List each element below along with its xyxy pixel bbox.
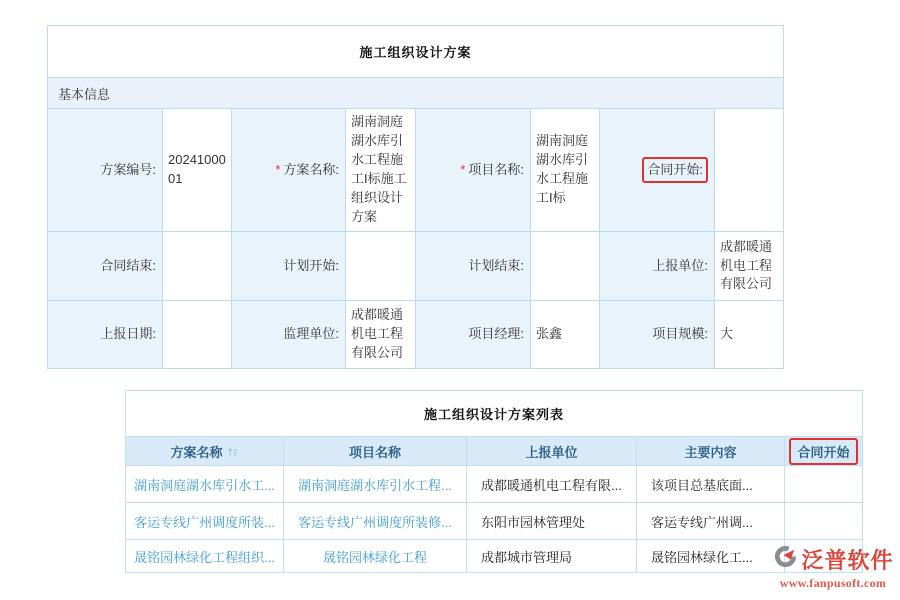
report-unit-label: 上报单位: (652, 257, 708, 273)
list-title (126, 391, 863, 437)
cell-contract-start (785, 466, 863, 503)
supervise-unit-label-cell (232, 301, 346, 369)
list-header-row (126, 437, 863, 466)
cell-project-name-link[interactable]: 湖南洞庭湖水库引水工程... (284, 466, 467, 503)
required-marker: * (275, 161, 281, 177)
column-header-main-content (637, 437, 785, 466)
form-title (48, 26, 784, 78)
plan-end-value (531, 232, 600, 301)
plan-start-value (346, 232, 416, 301)
table-row (126, 540, 863, 573)
plan-end-label: 计划结束: (468, 257, 524, 273)
contract-end-label-cell (48, 232, 163, 301)
construction-plan-list (125, 390, 863, 573)
project-manager-value: 张鑫 (531, 301, 600, 369)
project-scale-label-cell (600, 301, 715, 369)
column-header-contract-start-label: 合同开始 (797, 444, 850, 460)
project-scale-value: 大 (715, 301, 784, 369)
column-header-report-unit (467, 437, 637, 466)
cell-plan-name-link[interactable]: 晟铭园林绿化工程组织... (126, 540, 284, 573)
cell-report-unit: 成都暖通机电工程有限... (467, 466, 637, 503)
plan-name-label: 方案名称: (283, 161, 339, 177)
plan-end-label-cell (416, 232, 531, 301)
cell-project-name-link[interactable]: 晟铭园林绿化工程 (284, 540, 467, 573)
column-header-main-content-label: 主要内容 (684, 444, 737, 460)
column-header-plan-name[interactable] (126, 437, 284, 466)
section-basic-info-label: 基本信息 (58, 86, 111, 102)
sort-icon[interactable] (227, 446, 239, 461)
project-scale-label: 项目规模: (652, 326, 708, 342)
project-manager-label-cell (416, 301, 531, 369)
plan-start-label: 计划开始: (283, 257, 339, 273)
supervise-unit-value: 成都暖通机电工程有限公司 (346, 301, 416, 369)
watermark-url: www.fanpusoft.com (779, 576, 887, 590)
list-title-text: 施工组织设计方案列表 (423, 407, 564, 422)
section-basic-info (48, 78, 784, 109)
plan-no-label-cell (48, 109, 163, 232)
project-name-label-cell (416, 109, 531, 232)
cell-main-content: 该项目总基底面... (637, 466, 785, 503)
contract-end-label: 合同结束: (100, 257, 156, 273)
form-title-text: 施工组织设计方案 (359, 45, 472, 60)
cell-project-name-link[interactable]: 客运专线广州调度所装修... (284, 503, 467, 540)
plan-start-label-cell (232, 232, 346, 301)
column-header-report-unit-label: 上报单位 (525, 444, 578, 460)
required-marker: * (460, 161, 466, 177)
cell-plan-name-link[interactable]: 湖南洞庭湖水库引水工... (126, 466, 284, 503)
project-manager-label: 项目经理: (468, 326, 524, 342)
plan-no-label: 方案编号: (100, 161, 156, 177)
contract-start-label: 合同开始: (647, 161, 703, 177)
project-name-value: 湖南洞庭湖水库引水工程施工I标 (531, 109, 600, 232)
cell-contract-start (785, 503, 863, 540)
report-unit-label-cell (600, 232, 715, 301)
cell-main-content: 客运专线广州调... (637, 503, 785, 540)
plan-no-value: 2024100001 (163, 109, 232, 232)
watermark-brand-text: 泛普软件 (801, 547, 894, 573)
vendor-watermark (763, 543, 900, 591)
plan-name-value: 湖南洞庭湖水库引水工程施工I标施工组织设计方案 (346, 109, 416, 232)
supervise-unit-label: 监理单位: (283, 326, 339, 342)
column-header-contract-start (785, 437, 863, 466)
plan-name-label-cell (232, 109, 346, 232)
column-header-plan-name-label: 方案名称 (170, 444, 223, 460)
column-header-project-name (284, 437, 467, 466)
fanpu-logo-icon (772, 543, 799, 575)
contract-start-column-highlight-box (789, 438, 857, 465)
report-date-value (163, 301, 232, 369)
contract-start-label-cell (600, 109, 715, 232)
contract-end-value (163, 232, 232, 301)
report-date-label-cell (48, 301, 163, 369)
cell-report-unit: 成都城市管理局 (467, 540, 637, 573)
table-row (126, 466, 863, 503)
cell-report-unit: 东阳市园林管理处 (467, 503, 637, 540)
construction-plan-form (47, 25, 784, 369)
report-unit-value: 成都暖通机电工程有限公司 (715, 232, 784, 301)
report-date-label: 上报日期: (100, 326, 156, 342)
contract-start-highlight-box (642, 157, 708, 183)
cell-plan-name-link[interactable]: 客运专线广州调度所装... (126, 503, 284, 540)
column-header-project-name-label: 项目名称 (348, 444, 401, 460)
cell-main-content: 晟铭园林绿化工... (637, 540, 785, 573)
project-name-label: 项目名称: (468, 161, 524, 177)
table-row (126, 503, 863, 540)
contract-start-value (715, 109, 784, 232)
